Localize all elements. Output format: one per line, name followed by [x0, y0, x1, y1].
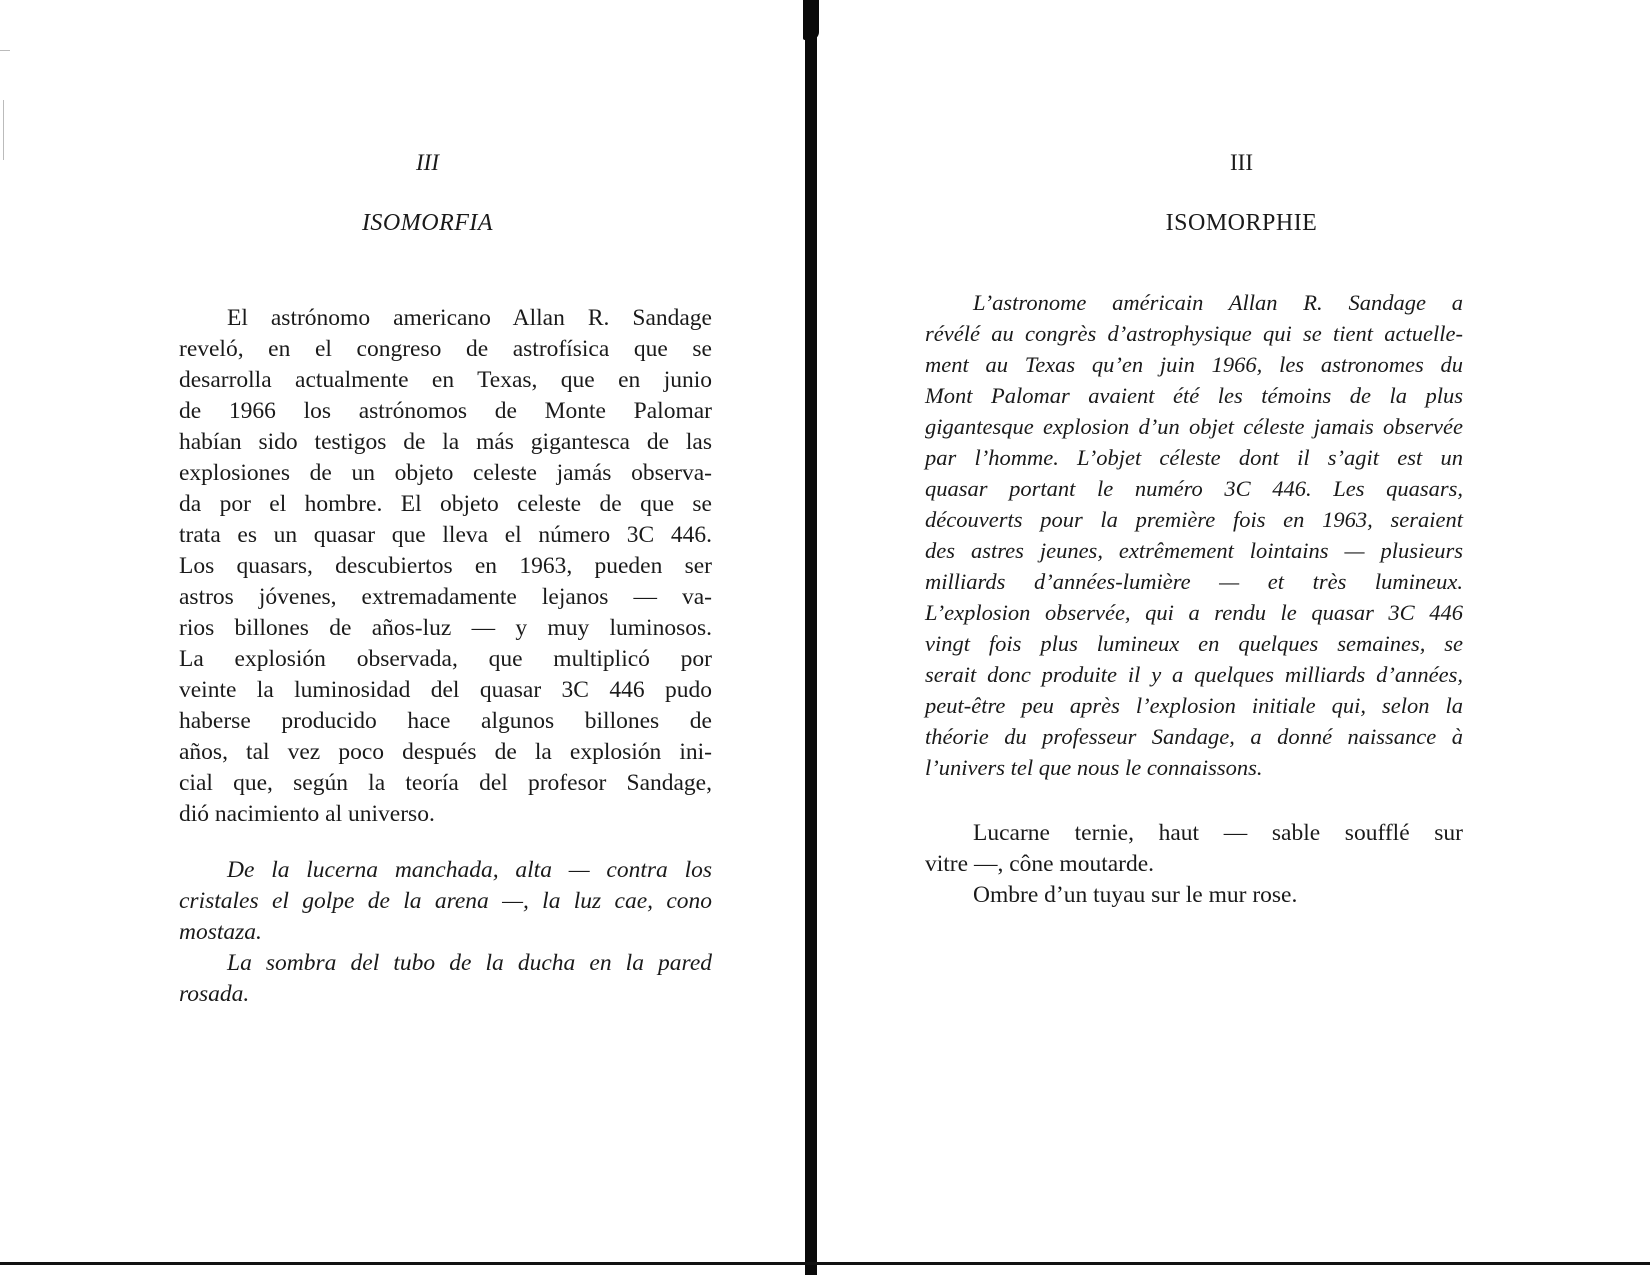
text-line: La sombra del tubo de la ducha en la pared	[227, 950, 712, 976]
book-gutter	[805, 0, 817, 1275]
text-line: ment au Texas qu’en juin 1966, les astronomes du	[925, 352, 1463, 377]
text-line: trata es un quasar que lleva el número 3C 446.	[179, 522, 712, 548]
text-line: peut-être peu après l’explosion initiale qui, selon la	[925, 693, 1463, 718]
verse-paragraph	[925, 818, 1463, 911]
text-line: vingt fois plus lumineux en quelques semaines, se	[925, 631, 1463, 656]
text-line: L’explosion observée, qui a rendu le quasar 3C 446	[925, 600, 1463, 625]
text-line: De la lucerna manchada, alta — contra los	[227, 857, 712, 883]
text-line: mostaza.	[179, 919, 262, 945]
text-line: rosada.	[179, 981, 250, 1007]
text-line: dió nacimiento al universo.	[179, 801, 435, 827]
verse-paragraph	[179, 855, 712, 1010]
text-line: de 1966 los astrónomos de Monte Palomar	[179, 398, 712, 424]
right-page	[817, 0, 1650, 1260]
left-page	[0, 0, 805, 1260]
text-line: El astrónomo americano Allan R. Sandage	[227, 305, 712, 331]
chapter-number: III	[1230, 150, 1253, 175]
text-line: veinte la luminosidad del quasar 3C 446 pudo	[179, 677, 712, 703]
prose-paragraph	[179, 303, 712, 830]
text-line: découverts pour la première fois en 1963, seraient	[925, 507, 1463, 532]
text-line: serait donc produite il y a quelques milliards d’années,	[925, 662, 1463, 687]
text-line: cristales el golpe de la arena —, la luz cae, cono	[179, 888, 712, 914]
text-line: da por el hombre. El objeto celeste de que se	[179, 491, 712, 517]
text-line: par l’homme. L’objet céleste dont il s’agit est un	[925, 445, 1463, 470]
text-line: habían sido testigos de la más gigantesca de las	[179, 429, 712, 455]
text-line: cial que, según la teoría del profesor Sandage,	[179, 770, 712, 796]
chapter-title: ISOMORPHIE	[1165, 210, 1318, 236]
text-line: vitre —, cône moutarde.	[925, 851, 1155, 877]
text-line: reveló, en el congreso de astrofísica que se	[179, 336, 712, 362]
text-line: quasar portant le numéro 3C 446. Les quasars,	[925, 476, 1463, 501]
text-line: Mont Palomar avaient été les témoins de la plus	[925, 383, 1463, 408]
text-line: gigantesque explosion d’un objet céleste jamais observée	[925, 414, 1463, 439]
text-line: l’univers tel que nous le connaissons.	[925, 755, 1263, 780]
text-line: des astres jeunes, extrêmement lointains — plusieurs	[925, 538, 1463, 563]
text-line: haberse producido hace algunos billones de	[179, 708, 712, 734]
text-line: Ombre d’un tuyau sur le mur rose.	[973, 882, 1298, 908]
chapter-title: ISOMORFIA	[361, 210, 494, 236]
prose-paragraph	[925, 287, 1463, 783]
chapter-number: III	[416, 150, 439, 175]
text-line: astros jóvenes, extremadamente lejanos — va-	[179, 584, 712, 610]
text-line: Lucarne ternie, haut — sable soufflé sur	[973, 820, 1463, 846]
text-line: milliards d’années-lumière — et très lumineux.	[925, 569, 1463, 594]
text-line: explosiones de un objeto celeste jamás observa-	[179, 460, 712, 486]
page-bottom-edge	[0, 1262, 1650, 1265]
text-line: años, tal vez poco después de la explosión ini-	[179, 739, 712, 765]
text-line: La explosión observada, que multiplicó por	[179, 646, 712, 672]
text-line: L’astronome américain Allan R. Sandage a	[973, 290, 1463, 315]
text-line: rios billones de años-luz — y muy luminosos.	[179, 615, 712, 641]
text-line: théorie du professeur Sandage, a donné naissance à	[925, 724, 1463, 749]
text-line: desarrolla actualmente en Texas, que en junio	[179, 367, 712, 393]
text-line: révélé au congrès d’astrophysique qui se tient actuelle-	[925, 321, 1463, 346]
text-line: Los quasars, descubiertos en 1963, pueden ser	[179, 553, 712, 579]
